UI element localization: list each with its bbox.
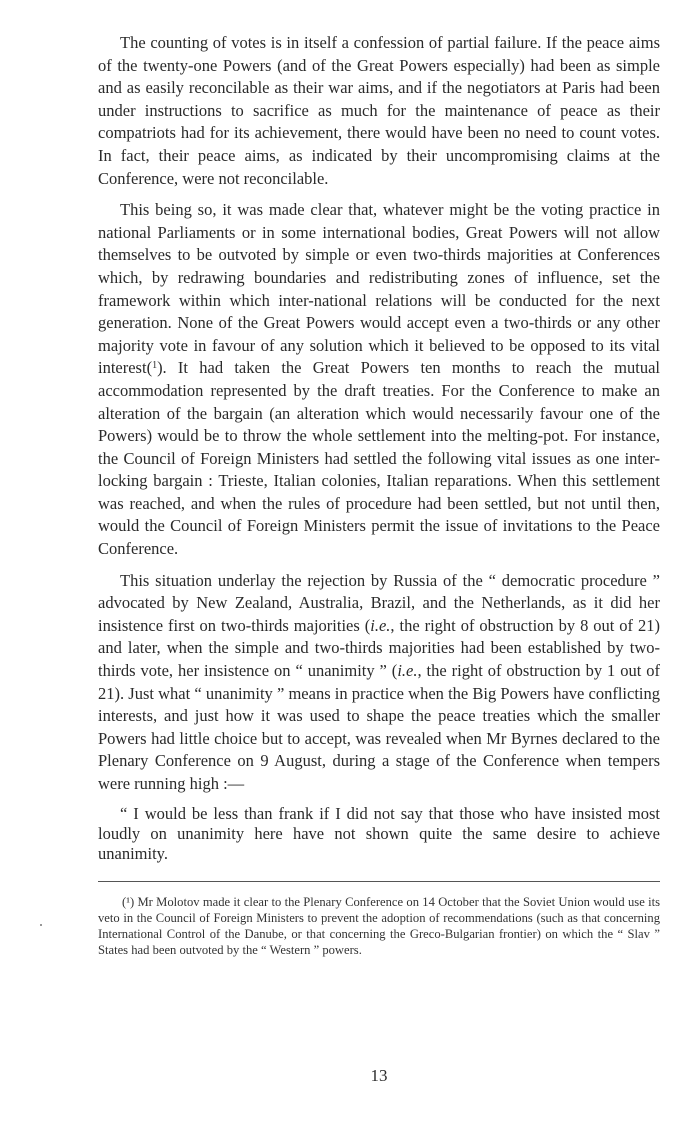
block-quote-text: “ I would be less than frank if I did not say that those who have insisted most loudly on unanimity here have not shown quite the same desire to achieve unanimity.	[98, 803, 660, 864]
page-number: 13	[370, 1066, 388, 1085]
paragraph-3-text-part-2: , the right of obstruction by 8 out of 21) and later, when the simple and two-thirds majorities had been established by two-thirds vote, her insistence on “ unanimity ” (	[98, 615, 661, 681]
paragraph-3-text-part-1: This situation underlay the rejection by Russia of the “ democratic procedure ” advocated by New Zealand, Australia, Brazil, and the Netherlands, as it did her insistence first on two-thirds majorities (	[98, 570, 660, 635]
paragraph-3	[98, 570, 660, 796]
paragraph-3-abbreviation-2: i.e.	[397, 661, 418, 681]
paragraph-1	[98, 32, 660, 190]
footnote-divider	[98, 881, 660, 882]
scan-speck	[40, 924, 42, 926]
paragraph-2	[98, 199, 660, 561]
paragraph-2-text-before-ref: This being so, it was made clear that, whatever might be the voting practice in national Parliaments or in some international bodies, Great Powers will not allow themselves to be outvoted by simple or even two-thirds majorities at Conferences which, by redrawing boundaries and redistributing zones of influence, set the framework within which inter-national relations will be conducted for the next generation. None of the Great Powers would accept even a two-thirds or any other majority vote in favour of any solution which it believed to be opposed to its vital interest(	[98, 200, 660, 378]
paragraph-3-text-part-3: , the right of obstruction by 1 out of 21). Just what “ unanimity ” means in practice when the Big Powers have conflicting interests, and just how it was used to shape the peace treaties which the smaller Powers had little choice but to accept, was revealed when Mr Byrnes declared to the Plenary Conference on 9 August, during a stage of the Conference when tempers were running high :—	[98, 661, 660, 793]
footnote-marker: (¹)	[122, 894, 135, 909]
document-page	[98, 32, 661, 1085]
paragraph-1-text: The counting of votes is in itself a confession of partial failure. If the peace aims of the twenty-one Powers (and of the Great Powers especially) had been as simple and as easily reconcilable as their war aims, and if the negotiators at Paris had been under instructions to sacrifice as much for the maintenance of peace as their compatriots had for its achievement, there would have been no need to count votes. In fact, their peace aims, as indicated by their uncompromising claims at the Conference, were not reconcilable.	[98, 33, 660, 188]
footnote	[98, 894, 660, 959]
footnote-reference: 1	[152, 360, 158, 372]
paragraph-2-text-after-ref: ). It had taken the Great Powers ten months to reach the mutual accommodation represented by the draft treaties. For the Conference to make an alteration of the bargain (an alteration which would necessarily favour one of the Powers) would be to throw the whole settlement into the melting-pot. For instance, the Council of Foreign Ministers had settled the following vital issues as one inter-locking bargain : Trieste, Italian colonies, Italian reparations. When this settlement was reached, and when the rules of procedure had been settled, but not until then, would the Council of Foreign Ministers permit the issue of invitations to the Peace Conference.	[98, 358, 660, 559]
paragraph-3-abbreviation-1: i.e.	[370, 615, 391, 635]
footnote-text: Mr Molotov made it clear to the Plenary Conference on 14 October that the Soviet Union would use its veto in the Council of Foreign Ministers to prevent the adoption of recommendations (such as that concerning International Control of the Danube, or that concerning the Greco-Bulgarian frontier) on which the “ Slav ” States had been outvoted by the “ Western ” powers.	[98, 894, 660, 958]
block-quote	[98, 804, 660, 865]
